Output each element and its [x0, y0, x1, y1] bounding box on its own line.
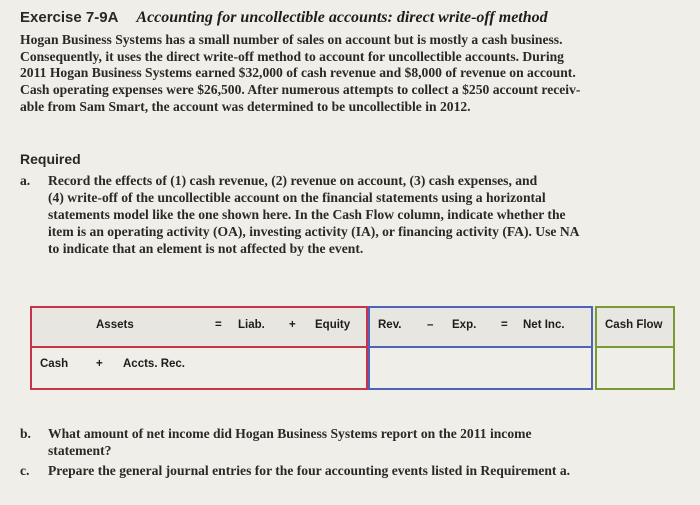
header-assets: Assets: [96, 319, 134, 331]
requirement-text: [48, 172, 690, 257]
exercise-title: Accounting for uncollectible accounts: direct write-off method: [136, 9, 548, 26]
intro-line: Consequently, it uses the direct write-off method to account for uncollectible accounts. During: [20, 48, 564, 64]
balance-sheet-divider: [30, 346, 368, 348]
statements-model-table: [30, 306, 675, 390]
header-equals-1: =: [215, 319, 222, 331]
requirement-line: statement?: [48, 443, 112, 458]
requirement-label: b.: [20, 426, 31, 441]
cash-flow-divider: [595, 346, 675, 348]
header-net-income: Net Inc.: [523, 319, 565, 331]
header-expenses: Exp.: [452, 319, 477, 331]
intro-line: able from Sam Smart, the account was determined to be uncollectible in 2012.: [20, 98, 471, 114]
intro-line: 2011 Hogan Business Systems earned $32,000 of cash revenue and $8,000 of revenue on account.: [20, 65, 576, 81]
header-cash-flow: Cash Flow: [605, 319, 663, 331]
requirement-line: (4) write-off of the uncollectible account on the financial statements using a horizontal: [48, 190, 546, 205]
requirement-line: Prepare the general journal entries for the four accounting events listed in Requirement a.: [48, 463, 571, 478]
header-plus: +: [289, 319, 296, 331]
intro-line: Hogan Business Systems has a small number of sales on account but is mostly a cash business.: [20, 32, 563, 47]
requirement-line: item is an operating activity (OA), investing activity (IA), or financing activity (FA). Use NA: [48, 224, 580, 239]
subheader-accounts-receivable: Accts. Rec.: [123, 358, 186, 370]
requirement-text: [48, 462, 690, 479]
subheader-plus: +: [96, 358, 103, 370]
requirement-c: [20, 462, 690, 479]
header-equity: Equity: [315, 319, 351, 331]
subheader-cash: Cash: [40, 358, 69, 370]
requirement-line: to indicate that an element is not affected by the event.: [48, 241, 364, 256]
requirement-label: a.: [20, 173, 31, 188]
requirement-b: [20, 425, 690, 459]
requirement-line: Record the effects of (1) cash revenue, (2) revenue on account, (3) cash expenses, and: [48, 173, 538, 188]
requirement-text: [48, 425, 690, 459]
header-revenue: Rev.: [378, 319, 402, 331]
requirement-line: statements model like the one shown here. In the Cash Flow column, indicate whether the: [48, 207, 566, 222]
exercise-number: Exercise 7-9A: [20, 9, 119, 26]
requirement-line: What amount of net income did Hogan Business Systems report on the 2011 income: [48, 426, 532, 441]
requirement-a: [20, 172, 690, 257]
income-statement-divider: [368, 346, 593, 348]
intro-line: Cash operating expenses were $26,500. After numerous attempts to collect a $250 account receiv-: [20, 82, 581, 98]
header-liabilities: Liab.: [238, 319, 265, 331]
required-heading: Required: [20, 151, 81, 167]
intro-paragraph: [20, 32, 684, 116]
requirement-label: c.: [20, 463, 30, 478]
header-minus: –: [427, 319, 434, 331]
header-equals-2: =: [501, 319, 508, 331]
exercise-title-row: [20, 9, 548, 27]
